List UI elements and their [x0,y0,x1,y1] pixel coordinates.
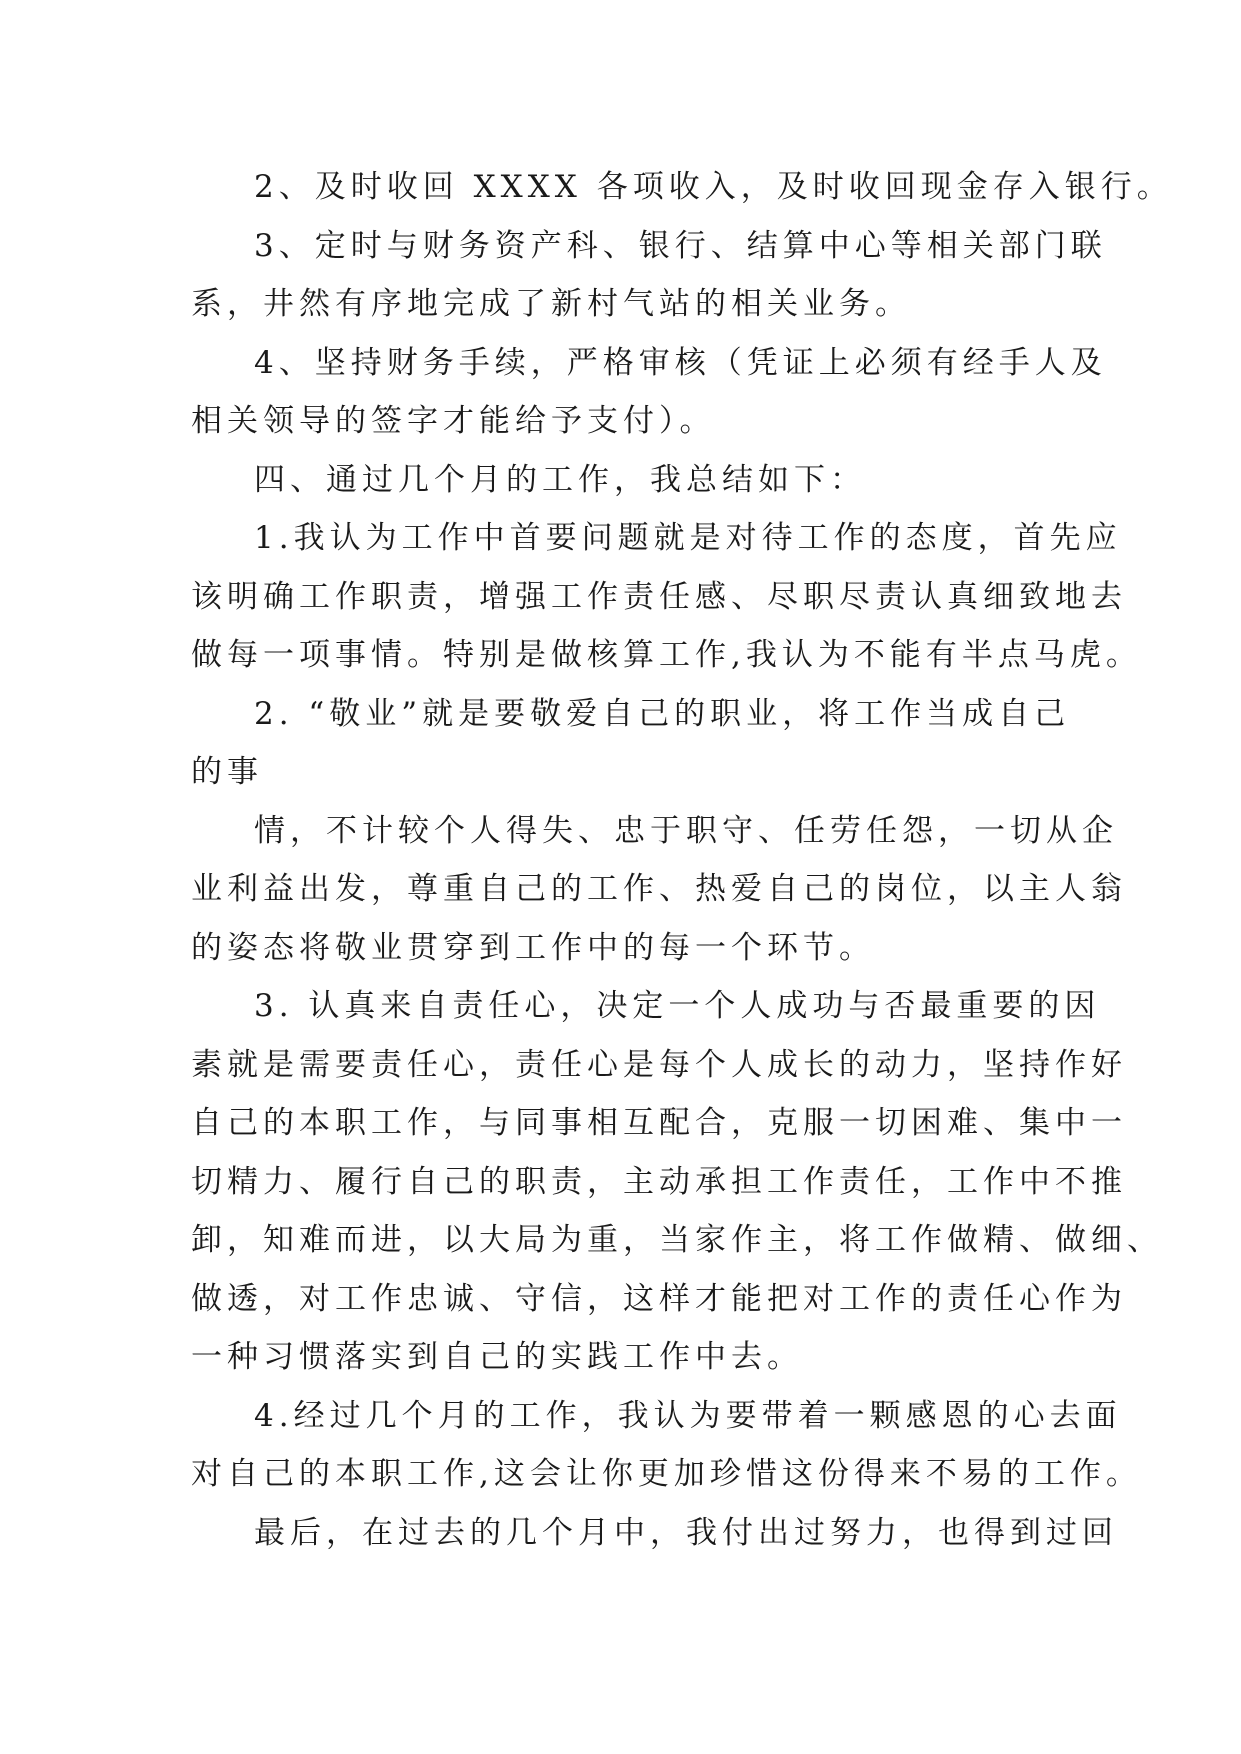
paragraph-line: 卸，知难而进，以大局为重，当家作主，将工作做精、做细、 [191,1222,1163,1258]
paragraph-line: 做透，对工作忠诚、守信，这样才能把对工作的责任心作为 [191,1280,1127,1317]
paragraph-line: 情，不计较个人得失、忠于职守、任劳任怨，一切从企 [254,812,1118,849]
paragraph-line: 3. 认真来自责任心，决定一个人成功与否最重要的因 [254,988,1101,1024]
paragraph-line: 4.经过几个月的工作，我认为要带着一颗感恩的心去面 [254,1397,1122,1434]
paragraph-line: 对自己的本职工作,这会让你更加珍惜这份得来不易的工作。 [191,1456,1142,1492]
document-body [191,158,1173,1562]
paragraph-line: 做每一项事情。特别是做核算工作,我认为不能有半点马虎。 [191,637,1142,673]
paragraph-line: 自己的本职工作，与同事相互配合，克服一切困难、集中一 [191,1105,1127,1141]
paragraph-line: 3、定时与财务资产科、银行、结算中心等相关部门联 [254,227,1107,264]
paragraph-line: 1.我认为工作中首要问题就是对待工作的态度，首先应 [254,520,1122,556]
paragraph-line: 的姿态将敬业贯穿到工作中的每一个环节。 [191,929,875,966]
paragraph-line: 业利益出发，尊重自己的工作、热爱自己的岗位，以主人翁 [191,871,1127,907]
paragraph-line: 切精力、履行自己的职责，主动承担工作责任，工作中不推 [191,1163,1127,1200]
paragraph-line: 2、及时收回 XXXX 各项收入，及时收回现金存入银行。 [254,169,1173,205]
paragraph-line: 4、坚持财务手续，严格审核（凭证上必须有经手人及 [254,344,1107,381]
paragraph-line: 一种习惯落实到自己的实践工作中去。 [191,1339,803,1375]
section-heading: 四、通过几个月的工作，我总结如下： [254,461,866,498]
paragraph-line: 最后，在过去的几个月中，我付出过努力，也得到过回 [254,1514,1118,1551]
paragraph-line: 该明确工作职责，增强工作责任感、尽职尽责认真细致地去 [191,578,1127,615]
paragraph-line: 相关领导的签字才能给予支付）。 [191,403,716,439]
paragraph-line: 系，井然有序地完成了新村气站的相关业务。 [191,286,911,322]
paragraph-line: 素就是需要责任心，责任心是每个人成长的动力，坚持作好 [191,1046,1127,1083]
paragraph-line: 2. “敬业”就是要敬爱自己的职业，将工作当成自己 [254,695,1071,732]
paragraph-line: 的事 [191,754,263,790]
